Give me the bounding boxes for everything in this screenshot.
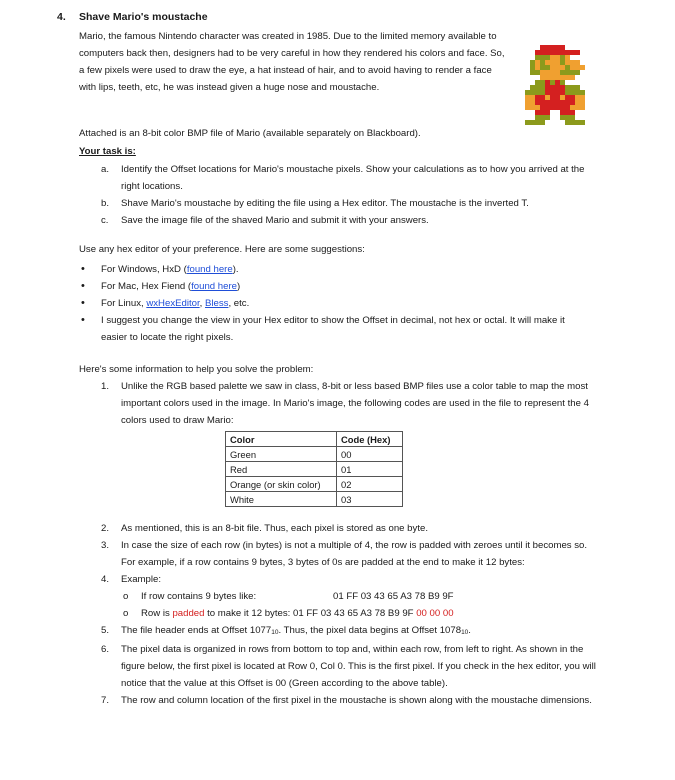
editor-item-windows [81, 261, 591, 278]
task-marker: c. [101, 215, 109, 226]
bullet-icon: • [81, 280, 85, 292]
info-item [101, 692, 601, 709]
task-marker: a. [101, 164, 110, 175]
table-header: Color [226, 432, 337, 447]
table-row [226, 477, 403, 492]
editor-text: ). [232, 264, 239, 275]
editor-item-mac [81, 278, 591, 295]
info-marker: 4. [101, 574, 110, 585]
wxhexeditor-link[interactable]: wxHexEditor [146, 298, 200, 309]
hxd-link[interactable]: found here [186, 264, 233, 275]
example-label: If row contains 9 bytes like: [141, 591, 257, 602]
editor-text: , etc. [228, 298, 250, 309]
editor-item-suggestion [81, 312, 591, 346]
subscript: 10 [461, 629, 469, 636]
table-cell: White [226, 492, 337, 507]
info-item [101, 622, 601, 641]
task-item [101, 195, 601, 212]
color-code-table [225, 431, 403, 507]
bullet-icon: • [81, 314, 85, 326]
editor-text: For Mac, Hex Fiend ( [101, 281, 192, 292]
info-text: In case the size of each row (in bytes) is not a multiple of 4, the row is padded with zeroes until it becomes so. For example, if a row contains 9 bytes, 3 bytes of 0s are padded at the end to make it 12 bytes: [121, 540, 588, 568]
task-item [101, 161, 601, 195]
editor-text: ) [236, 281, 241, 292]
info-marker: 2. [101, 523, 110, 534]
info-item [101, 378, 601, 429]
editor-text: I suggest you change the view in your Hex editor to show the Offset in decimal, not hex or octal. It will make it easier to locate the right pixels. [101, 315, 565, 343]
info-text: Unlike the RGB based palette we saw in class, 8-bit or less based BMP files use a color table to map the most important colors used in the image. In Mario's image, the following codes are used in the file to represent the 4 colors used to draw Mario: [121, 381, 589, 426]
table-header-row [226, 432, 403, 447]
subscript: 10 [271, 629, 279, 636]
info-marker: 5. [101, 625, 110, 636]
info-text: The file header ends at Offset 1077 [121, 625, 272, 636]
padding-bytes: 00 00 00 [416, 608, 454, 619]
padded-word: padded [172, 608, 205, 619]
table-cell: 01 [337, 462, 403, 477]
editor-suggestions-list [81, 261, 591, 346]
sub-bullet: o [123, 591, 129, 602]
bullet-icon: • [81, 263, 85, 275]
sub-bullet: o [123, 608, 129, 619]
bullet-icon: • [81, 297, 85, 309]
table-row [226, 462, 403, 477]
example-hex: 01 FF 03 43 65 A3 78 B9 9F [333, 591, 454, 602]
table-cell: Red [226, 462, 337, 477]
task-text: Identify the Offset locations for Mario's moustache pixels. Show your calculations as to how you arrived at the right locations. [121, 164, 585, 192]
info-marker: 7. [101, 695, 110, 706]
info-text: The row and column location of the first pixel in the moustache is shown along with the moustache dimensions. [121, 695, 592, 706]
editors-intro: Use any hex editor of your preference. Here are some suggestions: [79, 244, 365, 255]
hex-fiend-link[interactable]: found here [191, 281, 237, 292]
info-list-part2 [101, 520, 601, 709]
info-item [101, 571, 601, 588]
info-list-part1 [101, 378, 601, 429]
table-cell: Green [226, 447, 337, 462]
attached-note: Attached is an 8-bit color BMP file of Mario (available separately on Blackboard). [79, 128, 421, 139]
task-list [101, 161, 601, 229]
bless-link[interactable]: Bless [205, 298, 229, 309]
table-cell: 03 [337, 492, 403, 507]
mario-sprite-image [525, 29, 585, 141]
example-text: Row is [141, 608, 173, 619]
task-title: Your task is: [79, 146, 136, 157]
question-number: 4. [57, 11, 66, 23]
table-row [226, 447, 403, 462]
info-marker: 6. [101, 644, 110, 655]
question-heading [57, 11, 208, 23]
info-item [101, 641, 601, 692]
info-marker: 3. [101, 540, 110, 551]
table-cell: 02 [337, 477, 403, 492]
info-text: As mentioned, this is an 8-bit file. Thus, each pixel is stored as one byte. [121, 523, 428, 534]
info-text: . [468, 625, 471, 636]
example-line-2 [101, 605, 601, 622]
info-text: Example: [121, 574, 161, 585]
info-item [101, 537, 601, 571]
editor-text: , [199, 298, 205, 309]
info-marker: 1. [101, 381, 110, 392]
example-line-1 [101, 588, 601, 605]
task-text: Shave Mario's moustache by editing the file using a Hex editor. The moustache is the inverted T. [121, 198, 529, 209]
table-header: Code (Hex) [337, 432, 403, 447]
editor-text: For Linux, [101, 298, 147, 309]
table-cell: Orange (or skin color) [226, 477, 337, 492]
intro-paragraph: Mario, the famous Nintendo character was created in 1985. Due to the limited memory available to computers back then, designers had to be very careful in how they rendered his colors and face. So, a few pixels were used to draw the eye, a hat instead of hair, and to avoid having to render a face with lips, teeth, etc, he was instead given a huge nose and moustache. [79, 31, 505, 93]
example-text: to make it 12 bytes: 01 FF 03 43 65 A3 78 B9 9F [204, 608, 417, 619]
info-intro: Here's some information to help you solve the problem: [79, 364, 314, 375]
info-text: The pixel data is organized in rows from bottom to top and, within each row, from left to right. As shown in the figure below, the first pixel is located at Row 0, Col 0. This is the first pixel. If you check in the hex editor, you will notice that the value at this Offset is 00 (Green according to the above table). [121, 644, 596, 689]
info-text: . Thus, the pixel data begins at Offset 1078 [278, 625, 462, 636]
table-row [226, 492, 403, 507]
task-marker: b. [101, 198, 110, 209]
task-text: Save the image file of the shaved Mario and submit it with your answers. [121, 215, 429, 226]
table-cell: 00 [337, 447, 403, 462]
question-title: Shave Mario's moustache [79, 11, 208, 23]
info-item [101, 520, 601, 537]
task-item [101, 212, 601, 229]
editor-item-linux [81, 295, 591, 312]
editor-text: For Windows, HxD ( [101, 264, 187, 275]
